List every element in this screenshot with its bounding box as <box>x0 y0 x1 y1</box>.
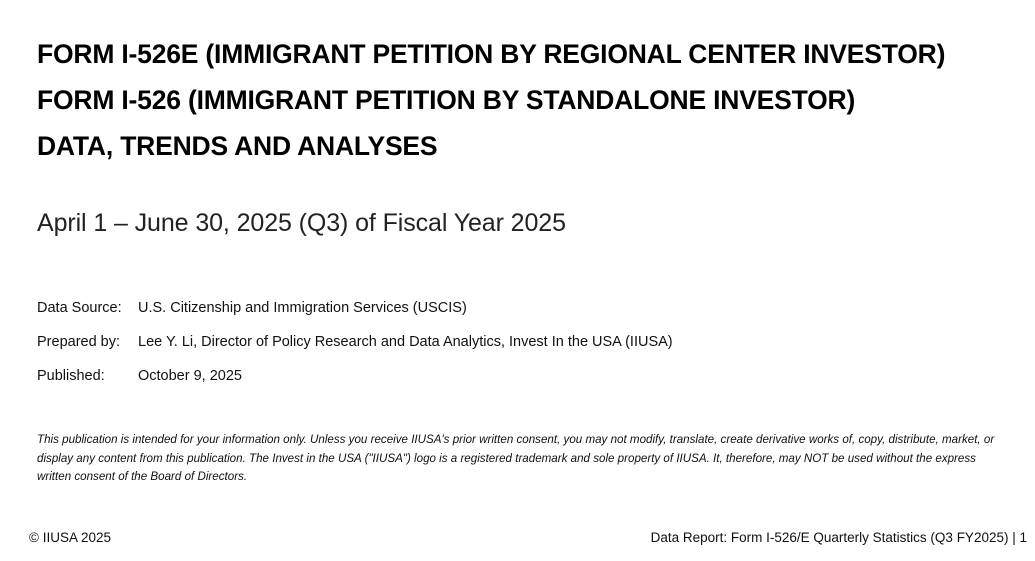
title-line-3: DATA, TRENDS AND ANALYSES <box>37 131 438 161</box>
published-label: Published: <box>37 368 105 384</box>
data-source-label: Data Source: <box>37 300 122 316</box>
document-subtitle: April 1 – June 30, 2025 (Q3) of Fiscal Year 2025 <box>37 209 566 237</box>
disclaimer-text: This publication is intended for your information only. Unless you receive IIUSA's prior written consent, you may not modify, translate, create derivative works of, copy, distribute, market, or display any content from this publication. The Invest in the USA ("IIUSA") logo is a registered trademark and sole property of IIUSA. It, therefore, may NOT be used without the express written consent of the Board of Directors. <box>37 433 995 483</box>
document-title <box>37 31 945 169</box>
document-meta <box>37 297 673 399</box>
prepared-by-value: Lee Y. Li, Director of Policy Research and Data Analytics, Invest In the USA (IIUSA) <box>138 334 673 350</box>
data-source-value: U.S. Citizenship and Immigration Services (USCIS) <box>138 300 467 316</box>
published-value: October 9, 2025 <box>138 368 242 384</box>
title-line-2: FORM I-526 (IMMIGRANT PETITION BY STANDALONE INVESTOR) <box>37 85 856 115</box>
meta-row-data-source <box>37 297 673 331</box>
title-line-1: FORM I-526E (IMMIGRANT PETITION BY REGIONAL CENTER INVESTOR) <box>37 39 946 69</box>
footer-report-label: Data Report: Form I-526/E Quarterly Statistics (Q3 FY2025) | 1 <box>650 530 1027 545</box>
meta-row-prepared-by <box>37 331 673 365</box>
prepared-by-label: Prepared by: <box>37 334 121 350</box>
meta-row-published <box>37 365 673 399</box>
footer-copyright: © IIUSA 2025 <box>29 530 111 545</box>
